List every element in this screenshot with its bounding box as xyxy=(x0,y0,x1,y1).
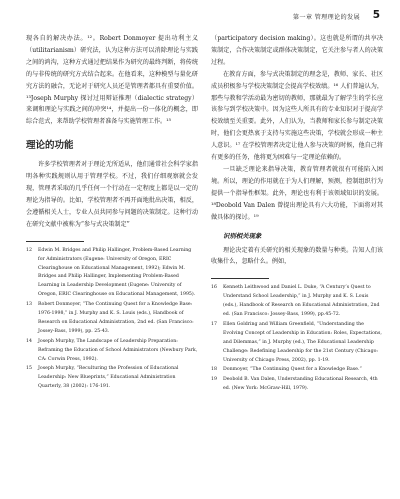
section-heading: 理论的功能 xyxy=(26,140,74,152)
running-head: 第一章 管理理论的发展 xyxy=(292,14,360,21)
left-paragraph-1: 现各自的解决办法。¹²。Robert Donmoyer 提出功利主义（utilitarianism）研究法，认为这种方法可以消除理论与实践之间的鸿沟，这种方式通过把结果作为研究的最终判断，将传统的与非传统的研究方式结合起来。在他看来，这种模型与量化研究方法的融合，无论对于研究人员还是管理者都具有重要价值。¹³Joseph Murphy 探讨过用辩证推理（dialectic strategy）来调和理论与实践之间的冲突¹⁴，并提出一份一体化的概念，即综合范式，来帮助学校管理者准备与实施管理工作。¹⁵ xyxy=(26,35,198,126)
footnote-text: Ellen Goldring and William Greenfield, “Understanding the Evolving Concept of Leadership in Education: Roles, Expectations, and Dilemmas,” in J. Murphy (ed.), The Educational Leadership Challenge: Redefining Leadership for the 21st Century (Chicago: University of Chicago Press, 2002), pp. 1-19. xyxy=(223,321,382,363)
footnote-number: 15 xyxy=(26,366,32,372)
footnote-17 xyxy=(211,321,383,366)
subsection-heading: 识别相关现象 xyxy=(223,231,262,240)
footnote-number: 18 xyxy=(211,367,217,373)
footnote-16 xyxy=(211,284,383,320)
right-paragraph-2: 在教育方面，参与式决策制定的理念是，教师、家长、社区成员积极参与学校决策制定会提高学校效绩。¹⁶ 人们普遍认为，那些与教和学活动最为密切的教师，那就最为了解学生的学长应该参与到学校决策中。因为这些人所具有的专业知识对于提高学校效绩至关重要。此外，人们认为，当教师和家长参与制定决策时，他们会更热衷于支持与实施这些决策，学校就会形成一种主人意识。¹⁷ 在学校管理者决定让他人参与决策的时候，他自己将有更多的任务，他将更为困难与一定理论依赖的。 xyxy=(211,70,383,162)
footnote-18 xyxy=(211,366,383,375)
page-number: 5 xyxy=(372,9,380,21)
footnote-text: Joseph Murphy, The Landscape of Leadership Preparation: Reframing the Education of School Administrators (Newbury Park, CA: Corwin Press, 1992). xyxy=(38,338,198,362)
footnote-text: Edwin M. Bridges and Philip Hallinger, Problem-Based Learning for Administrators (Eugene: University of Oregon, ERIC Clearinghouse on Educational Management, 1992); Edwin M. Bridges and Philip Hallinger, Implementing Problem-Based Learning in Leadership Development (Eugene: University of Oregon, ERIC Clearinghouse on Educational Management, 1995). xyxy=(38,247,196,298)
right-paragraph-3: 一旦缺乏理论来指导决策，教育管理者就很有可能陷入困境。所以，理论的作用就在于为人们理解，预测，控制组织行为提供一个指导性框架。此外，理论也有利于该领域知识的发展。¹⁸Deobold Van Dalen 曾提出理论具有六大功能，下面将对其做具体的探讨。¹⁹ xyxy=(211,165,383,221)
footnote-number: 19 xyxy=(211,377,217,383)
footnote-divider xyxy=(211,278,269,279)
footnote-19 xyxy=(211,376,383,394)
right-paragraph-1: （participatory decision making）。这也就是所谓的共享决策制定，合作决策制定或群体决策制定，它关注参与者人的决策过程。 xyxy=(211,35,383,66)
footnote-text: Robert Donmoyer, “The Continuing Quest for a Knowledge Base: 1976-1998,” in J. Murphy and K. S. Louis (eds.), Handbook of Research on Educational Administration, 2nd ed. (San Francisco: Jossey-Bass, 1999), pp. 25-43. xyxy=(38,302,194,334)
footnote-text: Joseph Murphy, “Reculturing the Profession of Educational Leadership: New Blueprints,” Educational Administration Quarterly, 38 (2002): 176-191. xyxy=(38,366,179,390)
footnote-number: 16 xyxy=(211,285,217,291)
footnote-divider xyxy=(26,241,84,242)
left-column xyxy=(26,33,198,393)
left-paragraph-2: 许多学校管理者对于理论无所适从，他们通常社会科学家指明各种实践规则认用于管理学校。不过，我们仔细观察就会发现，管理者采取的几乎任何一个行动在一定程度上都是以一定的理论为指导的。比如，学校管理者不再开面地批出决策，相反，会遵循相关人士，专业人员共同参与问题的决策制定。这种行动在研究文献中被称为“参与式决策制定” xyxy=(26,161,198,228)
footnote-text: Deobold B. Van Dalen, Understanding Educational Research, 4th ed. (New York: McGraw-Hill, 1979). xyxy=(223,377,378,392)
footnote-text: Kenneth Leithwood and Daniel L. Duke, “A Century’s Quest to Understand School Leadership,” in J. Murphy and K. S. Louis (eds.), Handbook of Research on Educational Administration, 2nd ed. (San Francisco: Jossey-Bass, 1999), pp.45-72. xyxy=(223,285,380,318)
footnote-number: 17 xyxy=(211,321,217,327)
footnote-text: Donmoyer, “The Continuing Quest for a Knowledge Base.” xyxy=(223,367,362,373)
footnote-15 xyxy=(26,365,198,392)
page-header xyxy=(0,10,400,24)
footnote-number: 14 xyxy=(26,338,32,344)
right-column xyxy=(211,33,383,395)
footnote-12 xyxy=(26,247,198,300)
right-paragraph-4: 理论决定着有关研究的相关现象的数量与种类。告知人们该收集什么，忽略什么。例如， xyxy=(211,246,383,266)
footnote-14 xyxy=(26,338,198,365)
footnote-number: 13 xyxy=(26,302,32,308)
footnote-number: 12 xyxy=(26,247,32,253)
footnote-13 xyxy=(26,301,198,337)
